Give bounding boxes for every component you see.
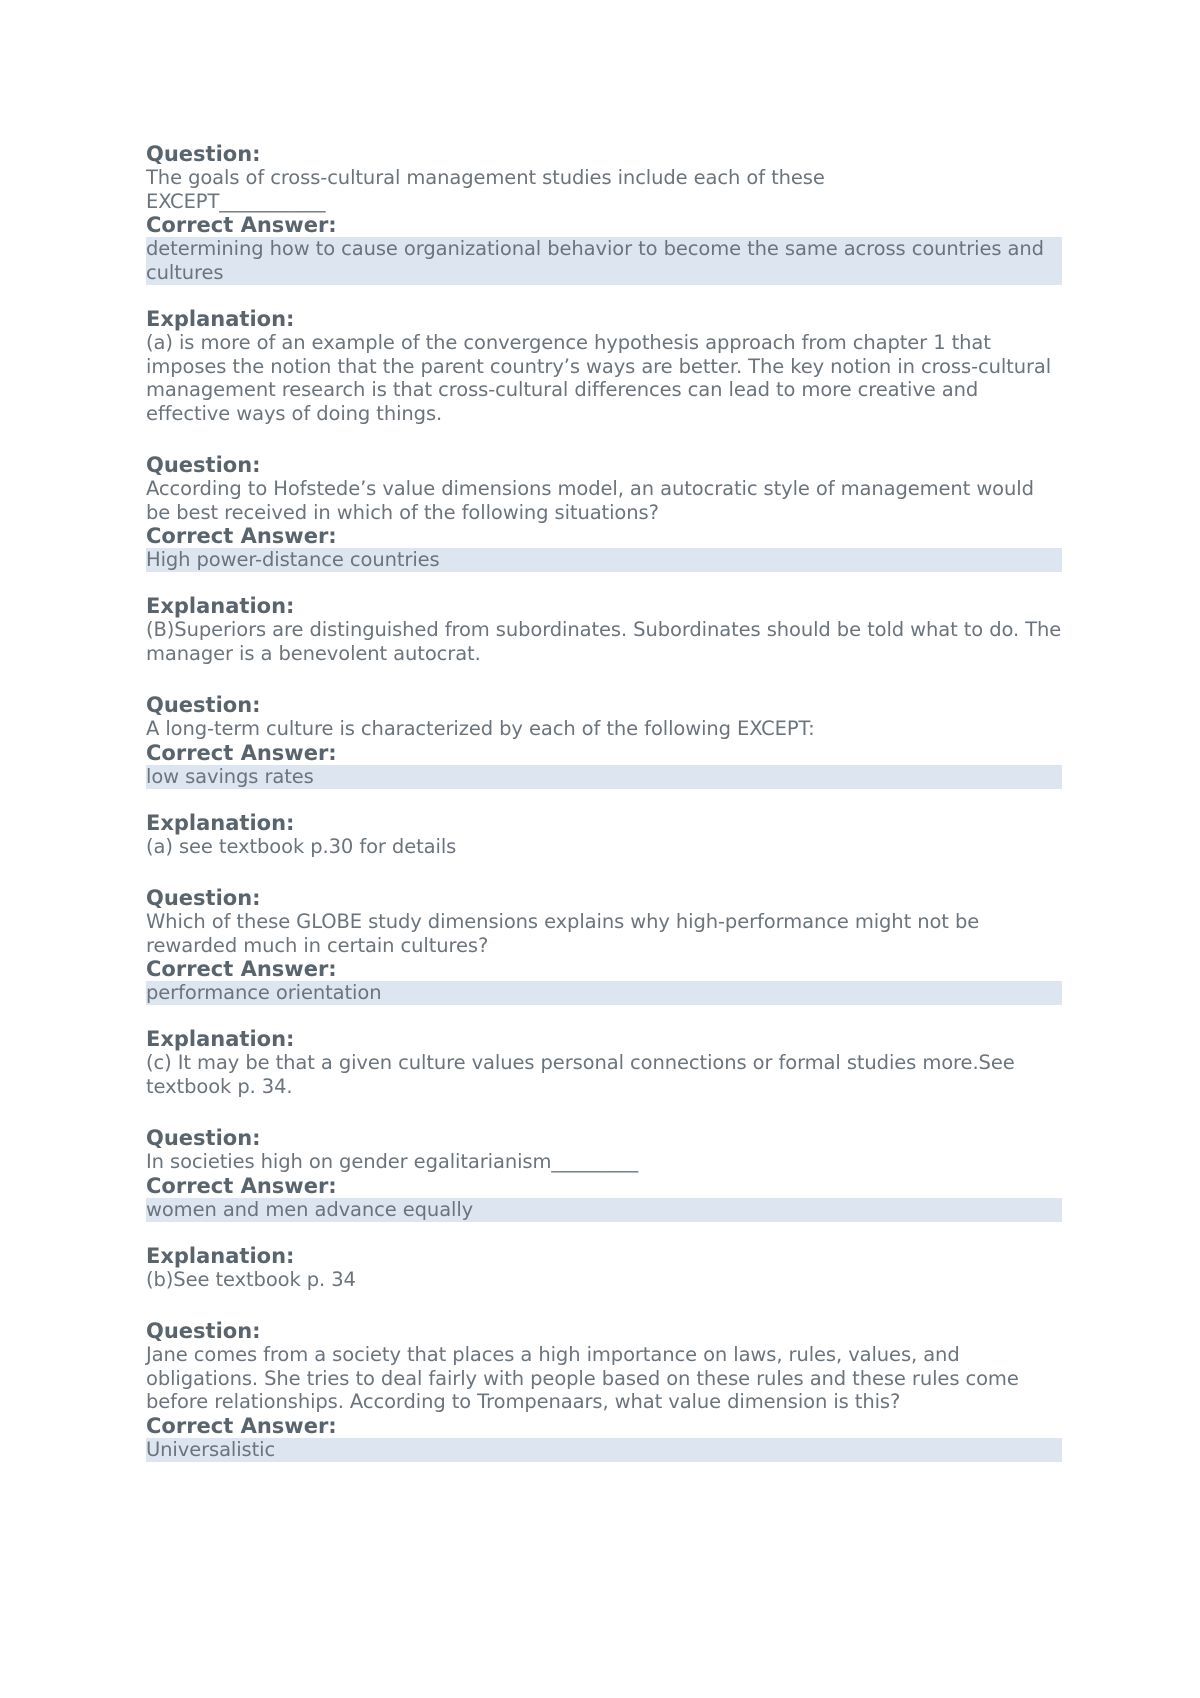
explanation-text: (a) is more of an example of the convergence hypothesis approach from chapter 1 that imposes the notion that the parent country’s ways are better. The key notion in cross-cultural management research is that cross-cultural differences can lead to more creative and effective ways of doing things.: [146, 331, 1052, 425]
question-label: Question:: [146, 1126, 261, 1150]
correct-answer-label: Correct Answer:: [146, 1173, 337, 1198]
correct-answer-label: Correct Answer:: [146, 957, 337, 981]
explanation-label: Explanation:: [146, 810, 295, 835]
explanation-text: (a) see textbook p.30 for details: [146, 834, 457, 858]
correct-answer-text: performance orientation: [146, 981, 1062, 1005]
explanation-text: (B)Superiors are distinguished from subordinates. Subordinates should be told what to do. The manager is a benevolent autocrat.: [146, 618, 1062, 665]
question-text: A long-term culture is characterized by each of the following EXCEPT:: [146, 717, 815, 740]
correct-answer-label: Correct Answer:: [146, 1413, 337, 1438]
qa-item-3: [146, 693, 1062, 858]
explanation-text: (b)See textbook p. 34: [146, 1267, 356, 1291]
correct-answer-label: Correct Answer:: [146, 524, 337, 548]
question-label: Question:: [146, 1319, 261, 1343]
explanation-text: (c) It may be that a given culture values personal connections or formal studies more.See textbook p. 34.: [146, 1051, 1015, 1098]
correct-answer-text: low savings rates: [146, 765, 1062, 789]
correct-answer-text: determining how to cause organizational behavior to become the same across countries and cultures: [146, 237, 1062, 285]
explanation-label: Explanation:: [146, 594, 295, 618]
qa-item-6: [146, 1319, 1062, 1462]
qa-item-1: [146, 142, 1062, 425]
explanation-label: Explanation:: [146, 1243, 295, 1268]
question-text: Jane comes from a society that places a high importance on laws, rules, values, and obligations. She tries to deal fairly with people based on these rules and these rules come before relationships. According to Trompenaars, what value dimension is this?: [146, 1343, 1019, 1413]
correct-answer-label: Correct Answer:: [146, 213, 337, 237]
question-label: Question:: [146, 453, 261, 477]
question-label: Question:: [146, 142, 261, 166]
correct-answer-label: Correct Answer:: [146, 740, 337, 765]
question-text: According to Hofstede’s value dimensions model, an autocratic style of management would be best received in which of the following situations?: [146, 477, 1034, 524]
question-text: The goals of cross-cultural management studies include each of these EXCEPT___________: [146, 166, 825, 213]
explanation-label: Explanation:: [146, 307, 295, 331]
correct-answer-text: women and men advance equally: [146, 1198, 1062, 1222]
correct-answer-text: Universalistic: [146, 1438, 1062, 1462]
qa-item-4: [146, 886, 1062, 1098]
qa-item-2: [146, 453, 1062, 665]
question-label: Question:: [146, 886, 261, 910]
question-text: Which of these GLOBE study dimensions explains why high-performance might not be rewarded much in certain cultures?: [146, 910, 980, 957]
explanation-label: Explanation:: [146, 1027, 295, 1051]
question-label: Question:: [146, 693, 261, 717]
correct-answer-text: High power-distance countries: [146, 548, 1062, 572]
question-text: In societies high on gender egalitarianism_________: [146, 1150, 639, 1173]
qa-item-5: [146, 1126, 1062, 1291]
